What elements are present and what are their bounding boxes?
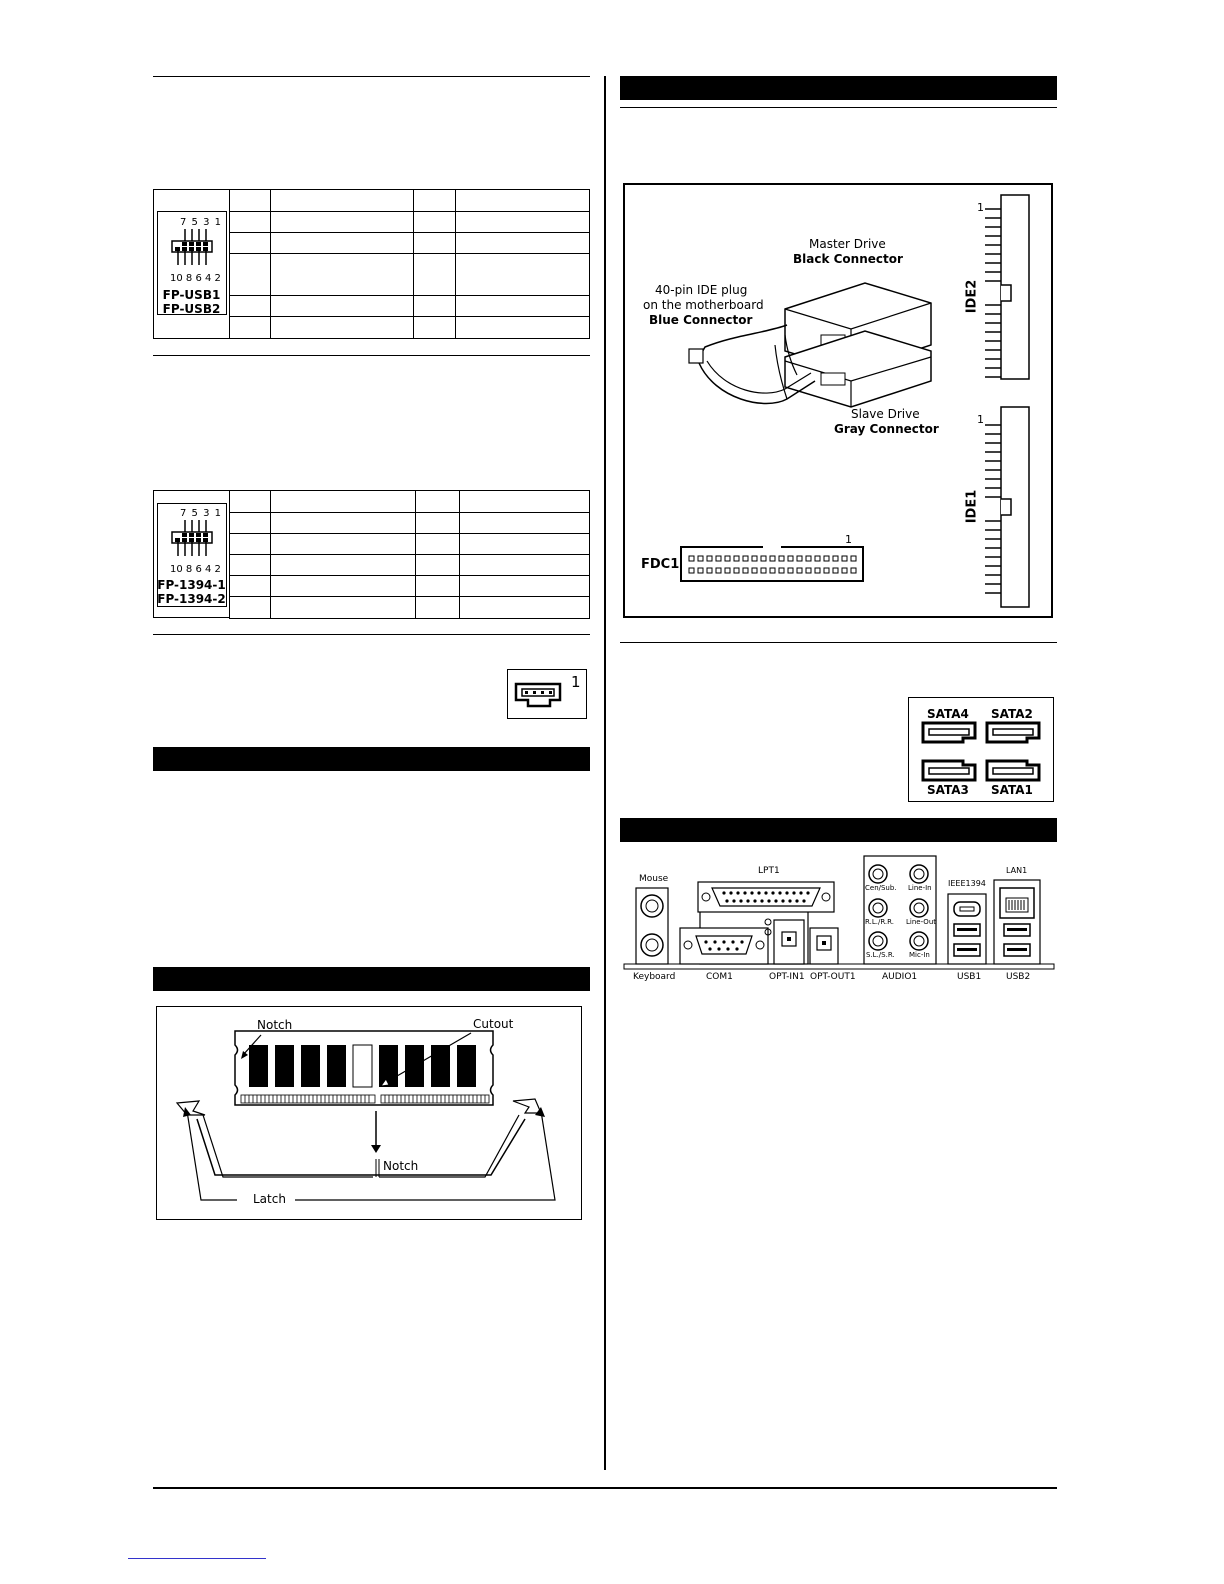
- usb-pin-bottom-numbers: 10 8 6 4 2: [170, 273, 221, 284]
- section-rule-sata: [620, 642, 1057, 643]
- rl-rr-jack-label: R.L./R.R.: [865, 918, 895, 926]
- page-corner-link-rule: [128, 1558, 266, 1559]
- section-rule-ide: [620, 107, 1057, 108]
- section-rule-fan: [153, 634, 590, 635]
- sata3-label: SATA3: [927, 783, 969, 797]
- line-out-jack-label: Line-Out: [906, 918, 936, 926]
- section-header-bar-backpanel: [620, 818, 1057, 842]
- ieee-header-diagram: [153, 490, 230, 618]
- com1-port-label: COM1: [706, 972, 733, 982]
- memory-install-figure: [156, 1006, 582, 1220]
- line-in-jack-label: Line-In: [908, 884, 932, 892]
- slave-drive-label: Slave Drive: [851, 407, 920, 421]
- fan-connector-icon: [514, 680, 564, 712]
- ide2-pin1-label: 1: [977, 201, 984, 214]
- ide-connector-figure: [623, 183, 1053, 618]
- ieee-header-name-1: FP-1394-1: [157, 578, 226, 592]
- sata-connector-figure: [908, 697, 1054, 802]
- ieee-pin-top-numbers: 7 5 3 1: [180, 508, 222, 519]
- opt-in-port-label: OPT-IN1: [769, 972, 805, 982]
- memory-notch-label-bottom: Notch: [383, 1159, 419, 1173]
- ieee-pin-table: [229, 490, 590, 619]
- ieee-pin-bottom-numbers: 10 8 6 4 2: [170, 564, 221, 575]
- cen-sub-jack-label: Cen/Sub.: [865, 884, 897, 892]
- usb-header-name-1: FP-USB1: [162, 288, 221, 302]
- opt-out-port-label: OPT-OUT1: [810, 972, 856, 982]
- sata4-label: SATA4: [927, 707, 969, 721]
- usb1-port-label: USB1: [957, 972, 982, 982]
- ide1-pin1-label: 1: [977, 413, 984, 426]
- keyboard-port-label: Keyboard: [633, 972, 676, 982]
- memory-notch-label-top: Notch: [257, 1018, 293, 1032]
- mic-in-jack-label: Mic-In: [909, 951, 930, 959]
- usb-pin-top-numbers: 7 5 3 1: [180, 217, 222, 228]
- column-divider: [604, 76, 606, 1470]
- ide2-label: IDE2: [964, 279, 980, 314]
- section-header-bar-2: [153, 967, 590, 991]
- usb-header-diagram: [153, 189, 230, 339]
- usb2-port-label: USB2: [1006, 972, 1031, 982]
- back-panel-illustration: [620, 852, 1057, 992]
- audio1-port-label: AUDIO1: [882, 972, 918, 982]
- fdc1-label: FDC1: [641, 557, 680, 572]
- lan1-port-label: LAN1: [1006, 866, 1028, 875]
- dimm-module-illustration: [157, 1007, 583, 1221]
- blue-connector-label: Blue Connector: [649, 313, 753, 327]
- sata2-label: SATA2: [991, 707, 1033, 721]
- usb-pin-table: [229, 189, 590, 339]
- master-drive-label: Master Drive: [809, 237, 886, 251]
- fan-connector-diagram: [507, 669, 587, 719]
- fan-connector-pin1: 1: [571, 673, 581, 691]
- usb-pin-header-icon: [168, 229, 218, 275]
- lpt1-port-label: LPT1: [758, 866, 780, 876]
- fdc1-pin1-label: 1: [845, 533, 852, 546]
- ide-plug-label-1: 40-pin IDE plug: [655, 283, 748, 297]
- ieee1394-port-label: IEEE1394: [948, 879, 986, 888]
- page-footer-rule: [153, 1487, 1057, 1489]
- section-header-bar-ide: [620, 76, 1057, 100]
- back-panel-figure: [620, 852, 1057, 992]
- ieee-header-name-2: FP-1394-2: [157, 592, 226, 606]
- ide1-label: IDE1: [964, 489, 980, 524]
- gray-connector-label: Gray Connector: [834, 422, 939, 436]
- sl-sr-jack-label: S.L./S.R.: [866, 951, 895, 959]
- memory-cutout-label: Cutout: [473, 1017, 514, 1031]
- black-connector-label: Black Connector: [793, 252, 903, 266]
- mouse-port-label: Mouse: [639, 874, 669, 884]
- memory-latch-label: Latch: [253, 1192, 286, 1206]
- section-rule-ieee: [153, 355, 590, 356]
- ide-plug-label-2: on the motherboard: [643, 298, 764, 312]
- section-rule-usb: [153, 76, 590, 77]
- sata1-label: SATA1: [991, 783, 1033, 797]
- ieee-pin-header-icon: [168, 520, 218, 566]
- section-header-bar-1: [153, 747, 590, 771]
- usb-header-name-2: FP-USB2: [162, 302, 221, 316]
